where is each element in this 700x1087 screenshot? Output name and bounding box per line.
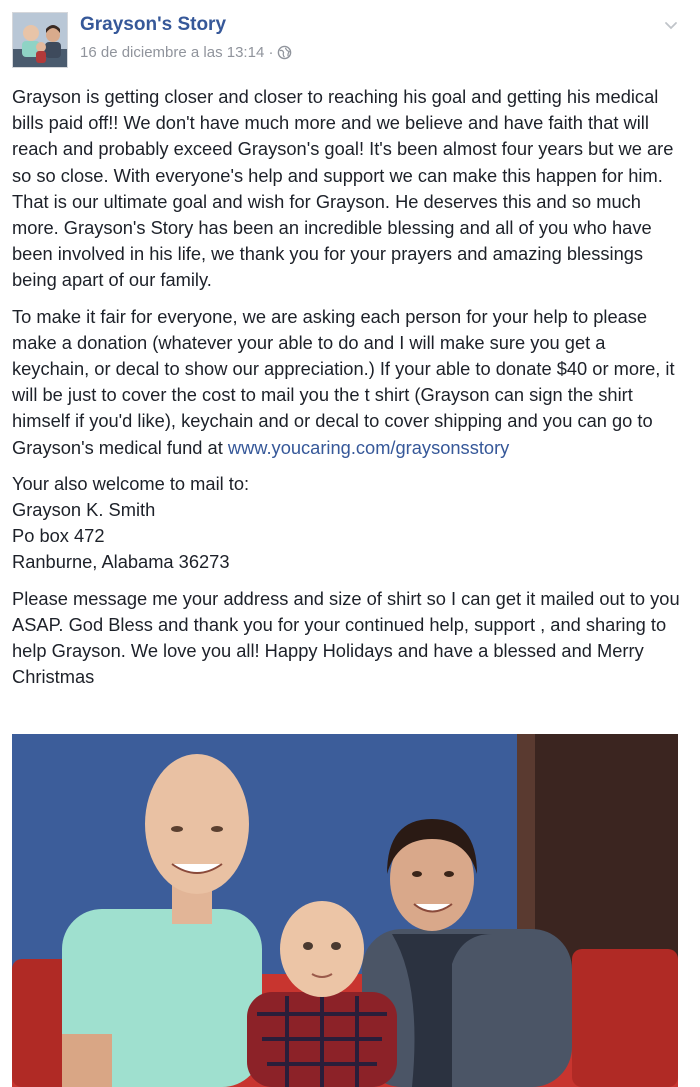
- mail-intro: Your also welcome to mail to:: [12, 472, 250, 494]
- post-paragraph-goal: Grayson is getting closer and closer to reaching his goal and getting his medical bills paid off!! We don't have much more and we believe and have faith that will reach and probably exceed Grayson's goal! It's been almost four years but we are so so close. With everyone's help and support we can make this happen for him. That is our ultimate goal and wish for Grayson. He deserves this and so much more. Grayson's Story has been an incredible blessing and all of you who have been involved in his life, we thank you for your prayers and amazing blessings being apart of our family.: [12, 86, 674, 291]
- post-meta: [80, 44, 292, 61]
- mail-box: Po box 472: [12, 525, 105, 547]
- mail-city: Ranburne, Alabama 36273: [12, 551, 230, 573]
- mail-name: Grayson K. Smith: [12, 499, 156, 521]
- youcaring-link[interactable]: www.youcaring.com/graysonsstory: [227, 436, 510, 458]
- post-header: [12, 12, 688, 70]
- post-body: [12, 84, 682, 700]
- avatar-photo: [13, 13, 68, 68]
- globe-icon[interactable]: [277, 45, 292, 60]
- family-photo: [12, 734, 678, 1087]
- avatar[interactable]: [12, 12, 68, 68]
- post-paragraph-mail: [12, 471, 682, 576]
- post-paragraph-donation: [12, 304, 682, 461]
- donation-text: To make it fair for everyone, we are asking each person for your help to please make a donation (whatever your able to do and I will make sure you get a keychain, or decal to show our appreciation.) If your able to donate $40 or more, it will be just to cover the cost to mail you the t shirt (Grayson can sign the shirt himself if you'd like), keychain and or decal to cover shipping and you can go to Grayson's medical fund at: [12, 305, 675, 458]
- chevron-down-icon[interactable]: [662, 16, 680, 34]
- page-name-link[interactable]: Grayson's Story: [80, 14, 227, 35]
- post-timestamp[interactable]: 16 de diciembre a las 13:14 ·: [80, 44, 274, 61]
- post-paragraph-closing: Please message me your address and size of shirt so I can get it mailed out to you ASAP. God Bless and thank you for your continued help, support , and sharing to help Grayson. We love you all! Happy Holidays and have a blessed and Merry Christmas: [12, 587, 680, 688]
- post-photo[interactable]: [12, 734, 678, 1087]
